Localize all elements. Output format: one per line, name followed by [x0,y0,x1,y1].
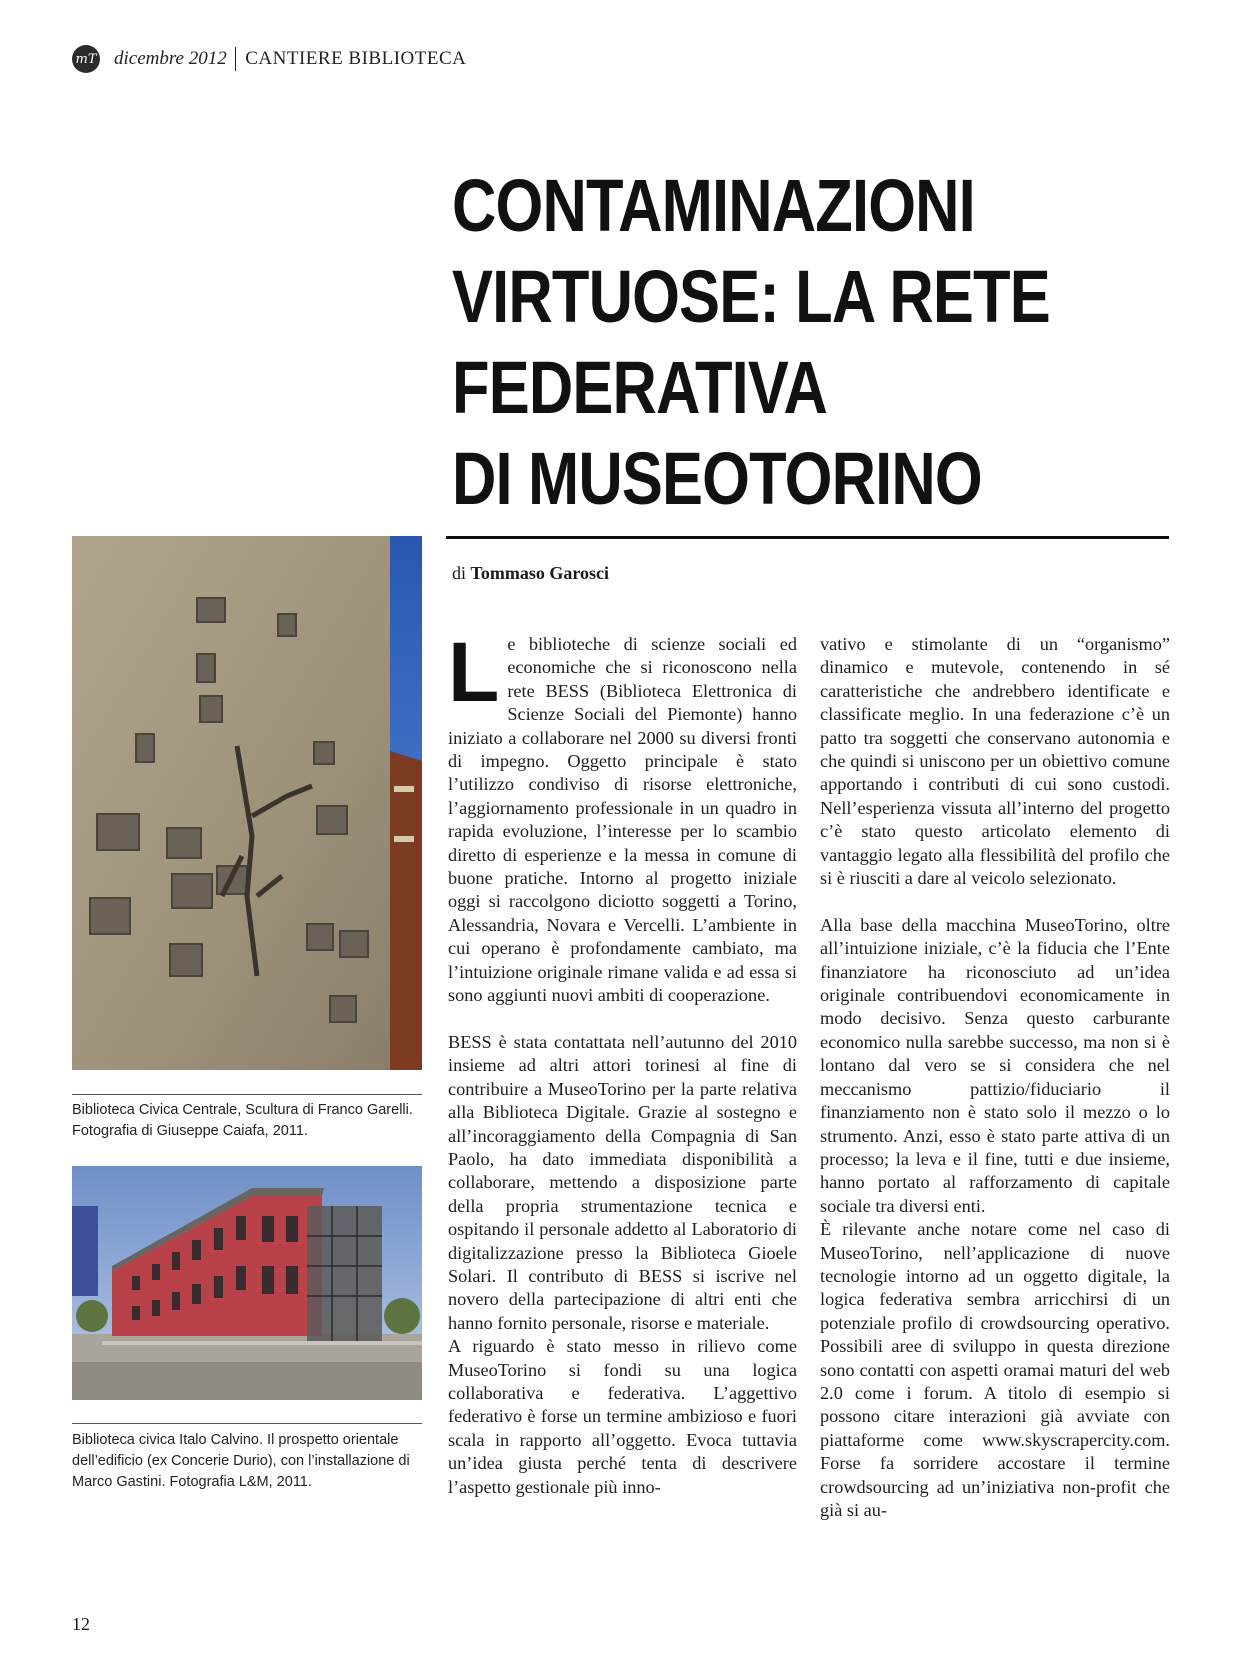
caption-line: Biblioteca Civica Centrale, Scultura di Franco Garelli. [72,1102,413,1118]
section-name: CANTIERE BIBLIOTECA [245,48,467,69]
magazine-logo: mT [72,45,100,73]
running-header [72,44,466,74]
issue-date: dicembre 2012 [114,48,227,69]
photo-caption [72,1100,424,1142]
article-paragraph: BESS è stata contattata nell’autunno del 2010 insieme ad altri attori torinesi al fine di contribuire a MuseoTorino per la parte relativa alla Biblioteca Digitale. Grazie al sostegno e all’incoraggiamento della Compagnia di San Paolo, ha dato immediata disponibilità a collaborare, mettendo a disposizione parte della propria strumentazione tecnica e ospitando il personale addetto al Laboratorio di digitalizzazione presso la Biblioteca Gioele Solari. Il contributo di BESS si iscrive nel novero della partecipazione di altri enti che hanno fornito personale, risorse e materiale. [448,1031,797,1333]
title-line: FEDERATIVA [452,346,828,429]
photo-library-building [72,1166,422,1400]
caption-line: dell’edificio (ex Concerie Durio), con l’installazione di [72,1453,410,1469]
header-divider [235,47,237,71]
title-line: DI MUSEOTORINO [452,437,982,520]
article-paragraph: È rilevante anche notare come nel caso di MuseoTorino, nell’applicazione di nuove tecnologie intorno ad un oggetto digitale, la logica federativa sembra arricchirsi di un potenziale profilo di crowdsourcing operativo. Possibili aree di sviluppo in questa direzione sono contatti con aspetti oramai maturi del web 2.0 come i forum. A titolo di esempio si possono citare interazioni già avviate con piattaforme come www.skyscrapercity.com. Forse fa sorridere accostare il termine crowdsourcing ad un’iniziativa non-profit che già si au- [820,1219,1170,1521]
caption-rule [72,1094,422,1095]
photo-caption [72,1430,424,1493]
caption-line: Marco Gastini. Fotografia L&M, 2011. [72,1474,312,1490]
caption-line: Biblioteca civica Italo Calvino. Il prospetto orientale [72,1432,399,1448]
byline [452,563,609,584]
sculpture-wall-image [72,536,422,1070]
title-line: VIRTUOSE: LA RETE [452,255,1050,338]
photo-library-sculpture [72,536,422,1070]
article-paragraph: vativo e stimolante di un “organismo” dinamico e mutevole, contenendo in sé caratteristiche che andrebbero identificate e classificate meglio. In una federazione c’è un patto tra soggetti che conservano autonomia e che quindi si uniscono per un obiettivo comune apportando i contributi di cui sono custodi. Nell’esperienza vissuta all’interno del progetto c’è stato questo articolato elemento di vantaggio legato alla flessibilità del profilo che si è riusciti a dare al veicolo selezionato. [820,634,1170,889]
article-paragraph: A riguardo è stato messo in rilievo come MuseoTorino si fondi su una logica collaborativa e federativa. L’aggettivo federativo è forse un termine ambizioso e fuori scala in rapporto all’oggetto. Evoca tuttavia un’idea giusta perché tenta di descrivere l’aspetto gestionale più inno- [448,1336,797,1497]
article-column-2 [820,633,1170,1522]
article-paragraph [448,625,797,1008]
article-title [452,160,1050,524]
page-number: 12 [72,1614,90,1634]
red-building-image [72,1166,422,1400]
article-paragraph: Alla base della macchina MuseoTorino, oltre all’intuizione iniziale, c’è la fiducia che l’Ente finanziatore ha riconosciuto ad un’idea originale contribuendovi economicamente in modo decisivo. Senza questo carburante economico nulla sarebbe successo, ma non si è lontano dal vero se si considera che nel meccanismo pattizio/fiduciario il finanziamento non è stato solo il mezzo o lo strumento. Anzi, esso è stato parte attiva di un processo; la leva e il fine, tutti e due insieme, hanno portato al rafforzamento di capitale sociale tra diversi enti. [820,914,1170,1216]
drop-cap: L [448,625,500,719]
paragraph-text: e biblioteche di scienze sociali ed economiche che si riconoscono nella rete BESS (Biblioteca Elettronica di Scienze Sociali del Piemonte) hanno iniziato a collaborare nel 2000 su diversi fronti di impegno. Oggetto principale è stato l’utilizzo condiviso di risorse elettroniche, l’aggiornamento professionale in un quadro in rapida evoluzione, l’interesse per lo scambio diretto di esperienze e la messa in comune di buone pratiche. Intorno al progetto iniziale oggi si raccolgono diciotto soggetti a Torino, Alessandria, Novara e Vercelli. L’ambiente in cui operano è profondamente cambiato, ma l’intuizione originale rimane valida e ad essa si sono aggiunti nuovi ambiti di cooperazione. [448,634,797,1006]
title-line: CONTAMINAZIONI [452,164,975,247]
article-column-1 [448,625,797,1499]
caption-line: Fotografia di Giuseppe Caiafa, 2011. [72,1123,308,1139]
caption-rule [72,1423,422,1424]
author-name: Tommaso Garosci [470,563,610,583]
byline-prefix: di [452,563,467,583]
title-rule [446,536,1169,539]
